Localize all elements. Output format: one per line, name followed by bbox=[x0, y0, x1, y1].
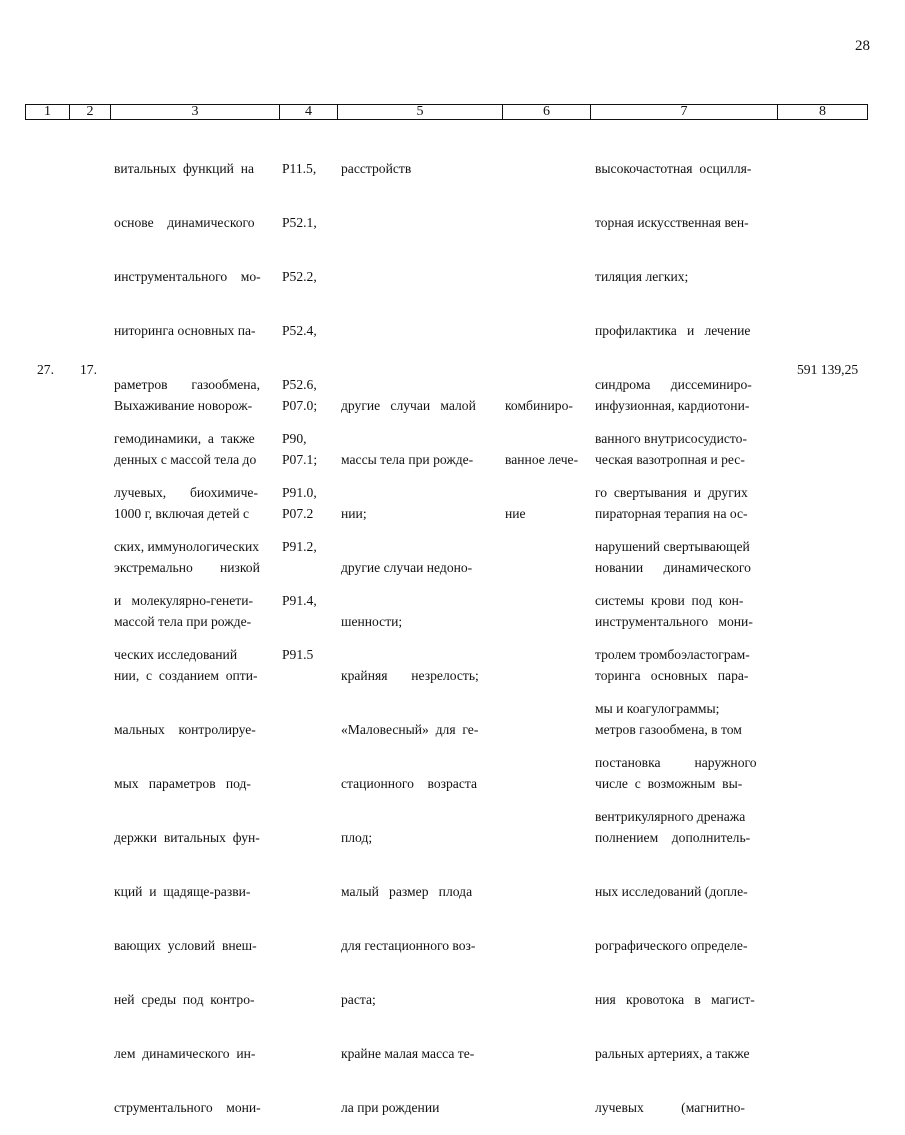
header-col-6: 6 bbox=[502, 104, 590, 120]
text-line: P91.2, bbox=[282, 539, 317, 554]
text-line: другие случаи недоно- bbox=[341, 560, 473, 575]
text-line: мых параметров под- bbox=[114, 776, 251, 791]
text-line: ней среды под контро- bbox=[114, 992, 255, 1007]
text-line: ла при рождении bbox=[341, 1100, 440, 1115]
text-line: ских, иммунологических bbox=[114, 539, 260, 554]
text-line: шенности; bbox=[341, 614, 403, 629]
text-line: ческих исследований bbox=[114, 647, 238, 662]
text-line: P91.5 bbox=[282, 647, 314, 662]
text-line: числе с возможным вы- bbox=[595, 776, 743, 791]
text-line: крайне малая масса те- bbox=[341, 1046, 475, 1061]
row27-col4 bbox=[282, 361, 336, 541]
text-line: полнением дополнитель- bbox=[595, 830, 751, 845]
text-line: ных исследований (допле- bbox=[595, 884, 748, 899]
header-col-4: 4 bbox=[279, 104, 337, 120]
text-line: новании динамического bbox=[595, 560, 751, 575]
text-line: мы и коагулограммы; bbox=[595, 701, 720, 716]
text-line: P52.4, bbox=[282, 323, 317, 338]
text-line: плод; bbox=[341, 830, 373, 845]
text-line: мальных контролируе- bbox=[114, 722, 256, 737]
text-line: тиляция легких; bbox=[595, 269, 689, 284]
text-line: лучевых (магнитно- bbox=[595, 1100, 745, 1115]
text-line: го свертывания и других bbox=[595, 485, 748, 500]
text-line: ческая вазотропная и рес- bbox=[595, 452, 745, 467]
header-col-3: 3 bbox=[110, 104, 279, 120]
text-line: P52.6, bbox=[282, 377, 317, 392]
text-line: ванное лече- bbox=[505, 452, 579, 467]
row27-col7 bbox=[595, 361, 775, 1135]
text-line: P90, bbox=[282, 431, 307, 446]
text-line: ния кровотока в магист- bbox=[595, 992, 755, 1007]
text-line: торная искусственная вен- bbox=[595, 215, 749, 230]
text-line: P52.1, bbox=[282, 215, 317, 230]
header-col-7: 7 bbox=[590, 104, 777, 120]
text-line: нарушений свертывающей bbox=[595, 539, 750, 554]
text-line: постановка наружного bbox=[595, 755, 757, 770]
text-line: раметров газообмена, bbox=[114, 377, 260, 392]
text-line: малый размер плода bbox=[341, 884, 473, 899]
header-col-1: 1 bbox=[25, 104, 69, 120]
text-line: стационного возраста bbox=[341, 776, 477, 791]
page-number: 28 bbox=[855, 38, 870, 54]
group-number: 17. bbox=[80, 362, 97, 377]
text-line: для гестационного воз- bbox=[341, 938, 476, 953]
row27-col6 bbox=[505, 361, 590, 541]
text-line: лучевых, биохимиче- bbox=[114, 485, 258, 500]
header-col-5: 5 bbox=[337, 104, 502, 120]
text-line: метров газообмена, в том bbox=[595, 722, 742, 737]
text-line: лем динамического ин- bbox=[114, 1046, 256, 1061]
text-line: струментального мони- bbox=[114, 1100, 261, 1115]
text-line: инструментального мони- bbox=[595, 614, 753, 629]
text-line: расстройств bbox=[341, 161, 412, 176]
header-col-8: 8 bbox=[777, 104, 868, 120]
text-line: системы крови под кон- bbox=[595, 593, 744, 608]
text-line: ниторинга основных па- bbox=[114, 323, 256, 338]
header-col-2: 2 bbox=[69, 104, 110, 120]
text-line: другие случаи малой bbox=[341, 398, 476, 413]
row-number: 27. bbox=[37, 362, 54, 377]
text-line: P91.4, bbox=[282, 593, 317, 608]
text-line: высокочастотная осцилля- bbox=[595, 161, 752, 176]
text-line: пираторная терапия на ос- bbox=[595, 506, 748, 521]
text-line: 1000 г, включая детей с bbox=[114, 506, 250, 521]
text-line: P91.0, bbox=[282, 485, 317, 500]
text-line: и молекулярно-генети- bbox=[114, 593, 254, 608]
text-line: синдрома диссеминиро- bbox=[595, 377, 752, 392]
text-line: «Маловесный» для ге- bbox=[341, 722, 479, 737]
text-line: инфузионная, кардиотони- bbox=[595, 398, 750, 413]
row27-col3 bbox=[114, 361, 277, 1135]
text-line: рографического определе- bbox=[595, 938, 748, 953]
text-line: тролем тромбоэластограм- bbox=[595, 647, 750, 662]
text-line: ральных артериях, а также bbox=[595, 1046, 750, 1061]
text-line: основе динамического bbox=[114, 215, 255, 230]
text-line: P07.0; bbox=[282, 398, 318, 413]
text-line: кций и щадяще-разви- bbox=[114, 884, 251, 899]
row27-col5 bbox=[341, 361, 501, 1135]
text-line: торинга основных пара- bbox=[595, 668, 749, 683]
text-line: Выхаживание новорож- bbox=[114, 398, 253, 413]
text-line: крайняя незрелость; bbox=[341, 668, 479, 683]
price-value: 591 139,25 bbox=[797, 362, 859, 377]
text-line: инструментального мо- bbox=[114, 269, 261, 284]
text-line: P52.2, bbox=[282, 269, 317, 284]
text-line: денных с массой тела до bbox=[114, 452, 257, 467]
text-line: комбиниро- bbox=[505, 398, 573, 413]
text-line: нии; bbox=[341, 506, 367, 521]
continued-col5 bbox=[341, 124, 501, 196]
text-line: раста; bbox=[341, 992, 376, 1007]
text-line: вентрикулярного дренажа bbox=[595, 809, 746, 824]
text-line: гемодинамики, а также bbox=[114, 431, 255, 446]
text-line: массой тела при рожде- bbox=[114, 614, 252, 629]
text-line: массы тела при рожде- bbox=[341, 452, 474, 467]
text-line: вающих условий внеш- bbox=[114, 938, 257, 953]
text-line: P07.1; bbox=[282, 452, 318, 467]
text-line: нии, с созданием опти- bbox=[114, 668, 258, 683]
text-line: P07.2 bbox=[282, 506, 314, 521]
text-line: ние bbox=[505, 506, 526, 521]
text-line: экстремально низкой bbox=[114, 560, 260, 575]
text-line: профилактика и лечение bbox=[595, 323, 751, 338]
text-line: P11.5, bbox=[282, 161, 317, 176]
text-line: витальных функций на bbox=[114, 161, 255, 176]
text-line: держки витальных фун- bbox=[114, 830, 260, 845]
text-line: ванного внутрисосудисто- bbox=[595, 431, 747, 446]
